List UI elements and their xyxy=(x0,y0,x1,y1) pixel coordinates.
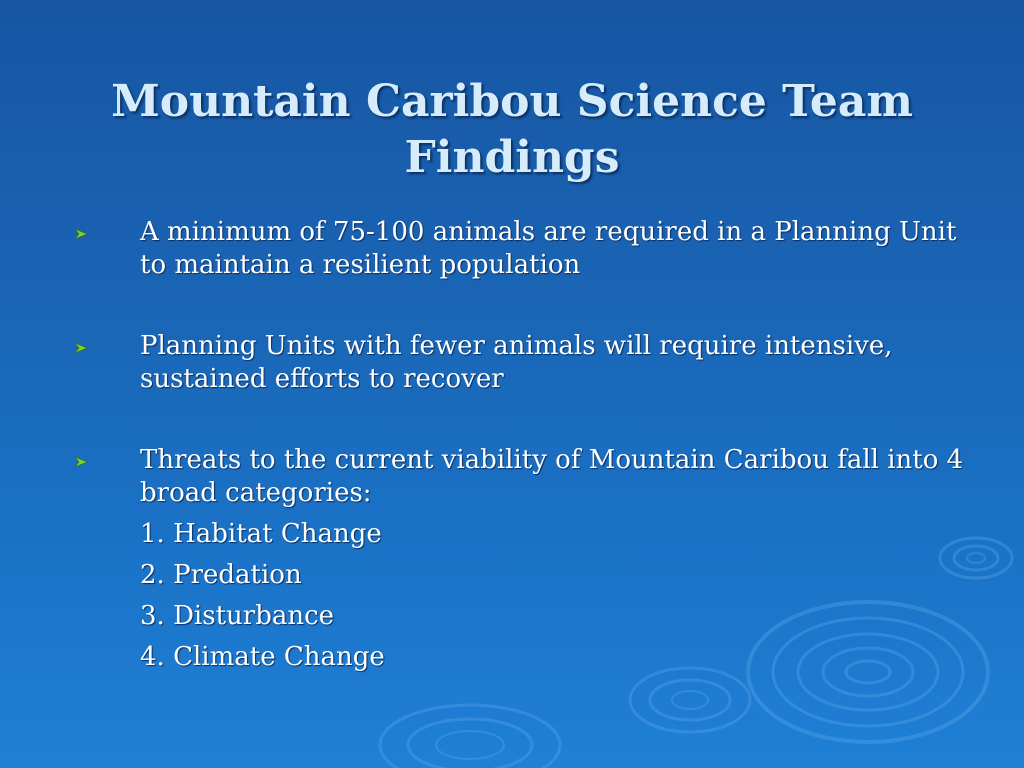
category-item: 1. Habitat Change xyxy=(140,519,382,549)
bullet-text: Planning Units with fewer animals will require intensive, sustained efforts to recover xyxy=(140,331,893,394)
arrow-bullet-icon xyxy=(74,228,88,240)
category-item: 4. Climate Change xyxy=(140,642,385,672)
bullet-text: Threats to the current viability of Mountain Caribou fall into 4 broad categories: xyxy=(140,445,964,508)
bullet-item xyxy=(70,330,970,396)
bullet-item xyxy=(70,444,970,510)
category-item: 3. Disturbance xyxy=(140,601,335,631)
category-item: 2. Predation xyxy=(140,560,302,590)
slide-body xyxy=(70,216,970,682)
bullet-text: A minimum of 75-100 animals are required in a Planning Unit to maintain a resilient population xyxy=(140,217,957,280)
category-list xyxy=(70,518,970,674)
arrow-bullet-icon xyxy=(74,456,88,468)
slide-title: Mountain Caribou Science Team Findings xyxy=(111,76,913,183)
arrow-bullet-icon xyxy=(74,342,88,354)
bullet-item xyxy=(70,216,970,282)
